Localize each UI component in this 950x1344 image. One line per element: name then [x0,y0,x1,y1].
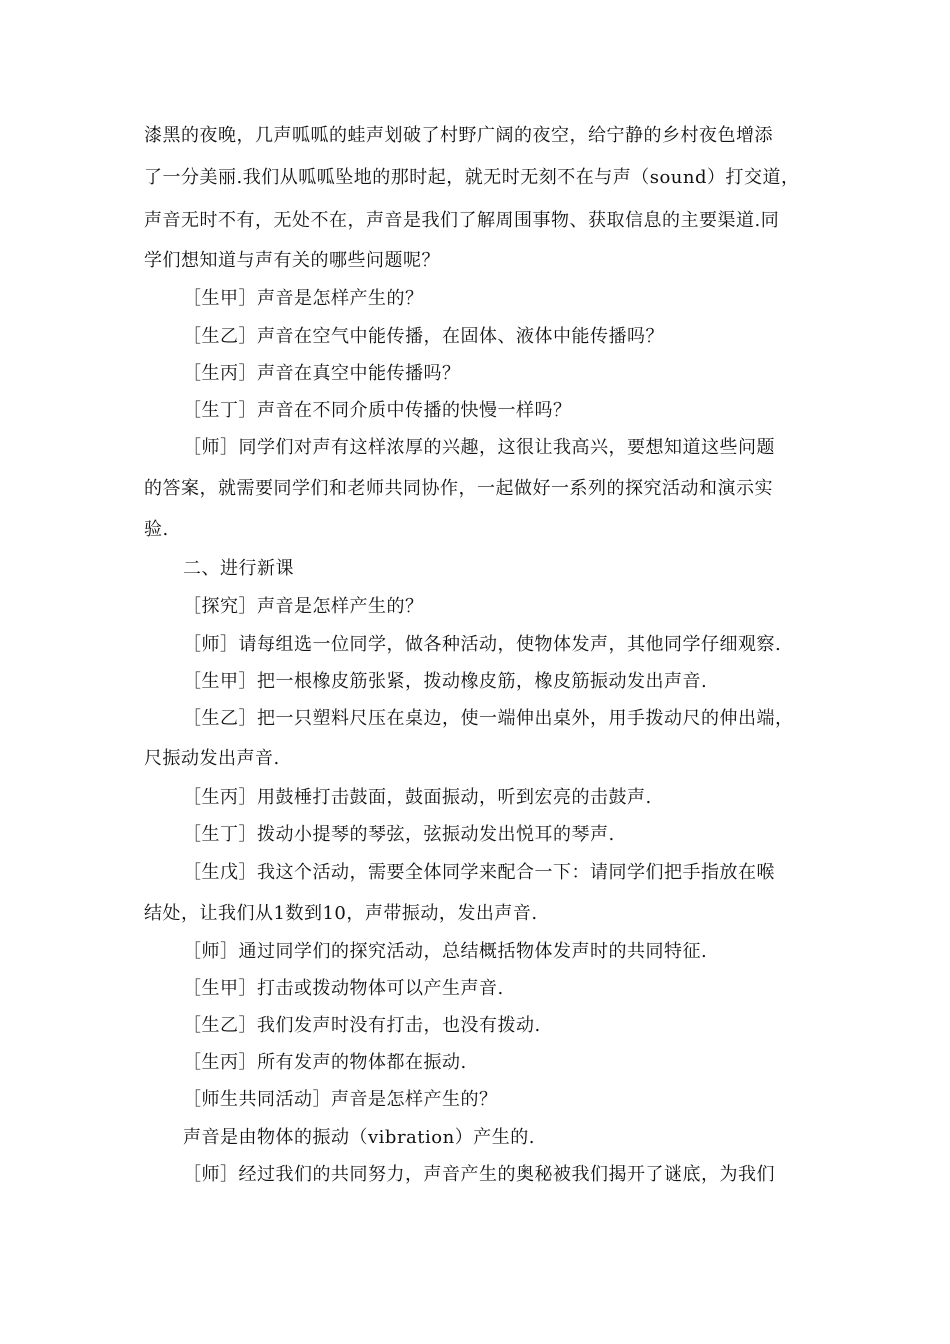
dialogue-line-student-c: ［生丙］声音在真空中能传播吗？ [183,363,461,384]
dialogue-line-student-a-3: ［生甲］打击或拨动物体可以产生声音. [183,978,504,999]
dialogue-line-student-d: ［生丁］声音在不同介质中传播的快慢一样吗？ [183,400,572,421]
dialogue-line-student-b-2-cont: 尺振动发出声音. [144,748,280,769]
section-heading: 二、进行新课 [183,558,294,579]
dialogue-line-student-c-3: ［生丙］所有发声的物体都在振动. [183,1052,467,1073]
dialogue-line-teacher-cont-1: 的答案，就需要同学们和老师共同协作，一起做好一系列的探究活动和演示实 [144,478,773,499]
dialogue-line-student-e: ［生戊］我这个活动，需要全体同学来配合一下：请同学们把手指放在喉 [183,862,775,883]
dialogue-line-teacher-2: ［师］请每组选一位同学，做各种活动，使物体发声，其他同学仔细观察. [183,634,782,655]
dialogue-line-student-b: ［生乙］声音在空气中能传播，在固体、液体中能传播吗？ [183,326,664,347]
dialogue-line-teacher-4: ［师］经过我们的共同努力，声音产生的奥秘被我们揭开了谜底，为我们 [183,1164,775,1185]
explore-line: ［探究］声音是怎样产生的？ [183,596,424,617]
dialogue-line-teacher-cont-2: 验. [144,519,169,540]
dialogue-line-student-e-cont: 结处，让我们从1数到10，声带振动，发出声音. [144,903,538,924]
dialogue-line-teacher: ［师］同学们对声有这样浓厚的兴趣，这很让我高兴，要想知道这些问题 [183,437,775,458]
paragraph-line-3: 声音无时不有，无处不在，声音是我们了解周围事物、获取信息的主要渠道.同 [144,210,780,231]
dialogue-line-student-b-2: ［生乙］把一只塑料尺压在桌边，使一端伸出桌外，用手拨动尺的伸出端， [183,708,794,729]
paragraph-line-2: 了一分美丽.我们从呱呱坠地的那时起，就无时无刻不在与声（sound）打交道， [144,167,800,188]
paragraph-line-4: 学们想知道与声有关的哪些问题呢？ [144,250,440,271]
dialogue-line-student-d-2: ［生丁］拨动小提琴的琴弦，弦振动发出悦耳的琴声. [183,824,615,845]
dialogue-line-student-c-2: ［生丙］用鼓棰打击鼓面，鼓面振动，听到宏亮的击鼓声. [183,787,652,808]
dialogue-line-student-a-2: ［生甲］把一根橡皮筋张紧，拨动橡皮筋，橡皮筋振动发出声音. [183,671,708,692]
dialogue-line-student-b-3: ［生乙］我们发声时没有打击，也没有拨动. [183,1015,541,1036]
conclusion-line: 声音是由物体的振动（vibration）产生的. [183,1127,535,1148]
paragraph-line-1: 漆黑的夜晚，几声呱呱的蛙声划破了村野广阔的夜空，给宁静的乡村夜色增添 [144,125,773,146]
dialogue-line-student-a: ［生甲］声音是怎样产生的？ [183,288,424,309]
dialogue-line-teacher-3: ［师］通过同学们的探究活动，总结概括物体发声时的共同特征. [183,941,708,962]
joint-activity-line: ［师生共同活动］声音是怎样产生的？ [183,1089,498,1110]
